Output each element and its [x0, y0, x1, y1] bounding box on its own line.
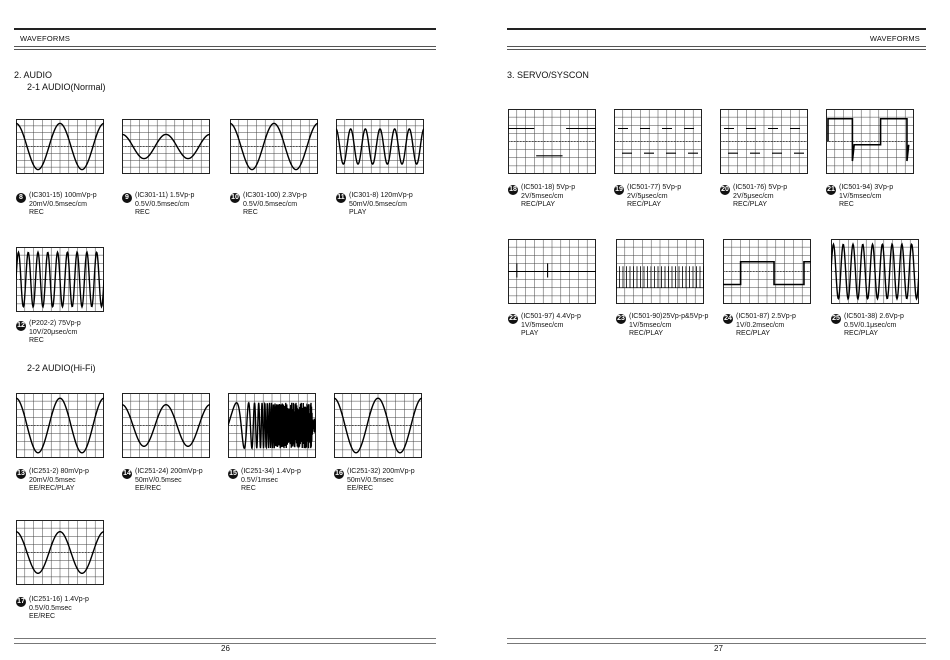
waveform-number-badge: 15 [229, 470, 237, 477]
waveform-caption-line: REC/PLAY [844, 330, 879, 337]
waveform-number-badge: 16 [335, 470, 343, 477]
waveform-caption-line: EE/REC [135, 485, 162, 492]
waveform-panel [616, 239, 704, 304]
waveform-caption-line: (IC501-76) 5Vp-p [733, 184, 788, 191]
waveform-panel [16, 119, 104, 174]
waveform-caption-line: REC [135, 209, 150, 216]
oscilloscope-graticule [334, 393, 422, 458]
waveform-caption-line: 0.5V/0.1μsec/cm [844, 321, 897, 329]
waveform-number-badge: 14 [123, 470, 131, 477]
waveform-caption-line: (IC301-8) 120mVp-p [349, 192, 413, 199]
oscilloscope-graticule [228, 393, 316, 458]
waveform-caption-line: REC [839, 201, 854, 208]
waveform-caption-line: 20mV/0.5msec [29, 476, 76, 484]
subsection-title: 2-2 AUDIO(Hi-Fi) [27, 363, 96, 373]
oscilloscope-graticule [616, 239, 704, 304]
waveform-panel [334, 393, 422, 458]
waveform-number-badge: 17 [17, 598, 25, 605]
waveform-caption-line: 0.5V/0.5msec [29, 604, 72, 612]
waveform-number-badge: 13 [17, 470, 25, 477]
waveform-caption-line: PLAY [521, 330, 539, 337]
waveform-caption-line: (IC501-38) 2.6Vp-p [844, 313, 904, 320]
waveform-number-badge: 19 [615, 186, 623, 193]
oscilloscope-graticule [122, 393, 210, 458]
waveform-panel [614, 109, 702, 174]
waveform-panel [122, 393, 210, 458]
waveform-caption-line: 1V/5msec/cm [521, 321, 564, 329]
waveform-caption-line: (IC301-11) 1.5Vp-p [135, 192, 195, 199]
oscilloscope-graticule [723, 239, 811, 304]
waveform-panel [720, 109, 808, 174]
waveform-caption-line: (IC251-34) 1.4Vp-p [241, 468, 301, 475]
waveform-caption-line: REC/PLAY [521, 201, 556, 208]
waveform-caption-line: (IC501-18) 5Vp-p [521, 184, 576, 191]
waveform-panel [16, 247, 104, 312]
waveform-number-badge: 11 [337, 194, 345, 201]
waveform-caption-line: 0.5V/0.5msec/cm [135, 200, 190, 208]
oscilloscope-graticule [826, 109, 914, 174]
waveform-caption-line: (IC301-100) 2.3Vp-p [243, 192, 307, 199]
oscilloscope-graticule [230, 119, 318, 174]
oscilloscope-graticule [16, 119, 104, 174]
waveform-caption-line: 1V/5msec/cm [839, 192, 882, 200]
waveform-caption-line: 1V/5msec/cm [629, 321, 672, 329]
waveform-number-badge: 18 [509, 186, 517, 193]
waveform-panel [16, 393, 104, 458]
waveform-panel [230, 119, 318, 174]
waveform-caption-line: REC/PLAY [627, 201, 662, 208]
waveform-caption-line: 2V/5msec/cm [521, 192, 564, 200]
waveform-panel [831, 239, 919, 304]
waveform-panel [336, 119, 424, 174]
oscilloscope-graticule [16, 393, 104, 458]
waveform-panel [228, 393, 316, 458]
waveform-number-badge: 20 [721, 186, 729, 193]
waveform-caption-line: EE/REC/PLAY [29, 485, 75, 492]
waveform-number-badge: 8 [16, 193, 26, 203]
page-number: 27 [714, 644, 723, 653]
waveform-caption-line: REC [29, 337, 44, 344]
waveform-caption-line: REC/PLAY [736, 330, 771, 337]
oscilloscope-graticule [720, 109, 808, 174]
waveform-trace [228, 403, 316, 449]
page-header [14, 28, 436, 50]
waveform-number-badge: 21 [827, 186, 835, 193]
waveform-caption-line: (IC251-24) 200mVp-p [135, 468, 203, 475]
waveform-caption-line: 50mV/0.5msec [347, 476, 394, 484]
oscilloscope-graticule [508, 109, 596, 174]
waveform-caption-line: REC/PLAY [629, 330, 664, 337]
oscilloscope-graticule [16, 247, 104, 312]
waveform-caption-line: PLAY [349, 209, 367, 216]
waveform-caption-line: 20mV/0.5msec/cm [29, 200, 87, 208]
waveform-caption-line: (IC501-90)25Vp-p&5Vp-p [629, 313, 709, 320]
waveform-caption-line: REC [241, 485, 256, 492]
waveform-caption-line: REC [243, 209, 258, 216]
waveform-caption-line: 2V/5μsec/cm [627, 192, 668, 200]
waveform-caption-line: 10V/20μsec/cm [29, 328, 78, 336]
waveform-caption-line: (IC501-87) 2.5Vp-p [736, 313, 796, 320]
oscilloscope-graticule [336, 119, 424, 174]
header-title: WAVEFORMS [869, 34, 920, 43]
waveform-number-badge: 25 [832, 315, 840, 322]
waveform-panel [826, 109, 914, 174]
header-title: WAVEFORMS [20, 34, 71, 43]
waveform-caption-line: 2V/5μsec/cm [733, 192, 774, 200]
waveform-panel [16, 520, 104, 585]
waveform-number-badge: 24 [724, 315, 732, 322]
oscilloscope-graticule [508, 239, 596, 304]
waveform-number-badge: 23 [617, 315, 625, 322]
oscilloscope-graticule [122, 119, 210, 174]
waveform-caption-line: EE/REC [29, 613, 56, 620]
waveform-number-badge: 22 [509, 315, 517, 322]
page-header [507, 28, 926, 50]
waveform-caption-line: EE/REC [347, 485, 374, 492]
waveform-caption-line: (P202-2) 75Vp-p [29, 320, 81, 327]
subsection-title: 2-1 AUDIO(Normal) [27, 82, 106, 92]
waveform-caption-line: 50mV/0.5msec/cm [349, 200, 407, 208]
waveform-caption-line: (IC251-16) 1.4Vp-p [29, 596, 89, 603]
waveform-caption-line: 0.5V/1msec [241, 476, 278, 484]
oscilloscope-graticule [831, 239, 919, 304]
waveform-panel [122, 119, 210, 174]
waveform-caption-line: REC [29, 209, 44, 216]
waveform-caption-line: (IC501-77) 5Vp-p [627, 184, 682, 191]
oscilloscope-graticule [16, 520, 104, 585]
section-title: 3. SERVO/SYSCON [507, 70, 589, 80]
waveform-caption-line: (IC251-2) 80mVp-p [29, 468, 89, 475]
waveform-panel [723, 239, 811, 304]
waveform-caption-line: (IC251-32) 200mVp-p [347, 468, 415, 475]
waveform-number-badge: 9 [122, 193, 132, 203]
waveform-caption-line: 0.5V/0.5msec/cm [243, 200, 298, 208]
waveform-caption-line: REC/PLAY [733, 201, 768, 208]
oscilloscope-graticule [614, 109, 702, 174]
waveform-caption-line: (IC501-94) 3Vp-p [839, 184, 894, 191]
page-number: 26 [221, 644, 230, 653]
waveform-caption-line: (IC301-15) 100mVp-p [29, 192, 97, 199]
waveform-panel [508, 109, 596, 174]
waveform-number-badge: 10 [231, 194, 239, 201]
waveform-number-badge: 12 [17, 322, 25, 329]
section-title: 2. AUDIO [14, 70, 53, 80]
waveform-caption-line: 1V/0.2msec/cm [736, 321, 785, 329]
waveform-panel [508, 239, 596, 304]
waveform-caption-line: (IC501-97) 4.4Vp-p [521, 313, 581, 320]
waveform-caption-line: 50mV/0.5msec [135, 476, 182, 484]
